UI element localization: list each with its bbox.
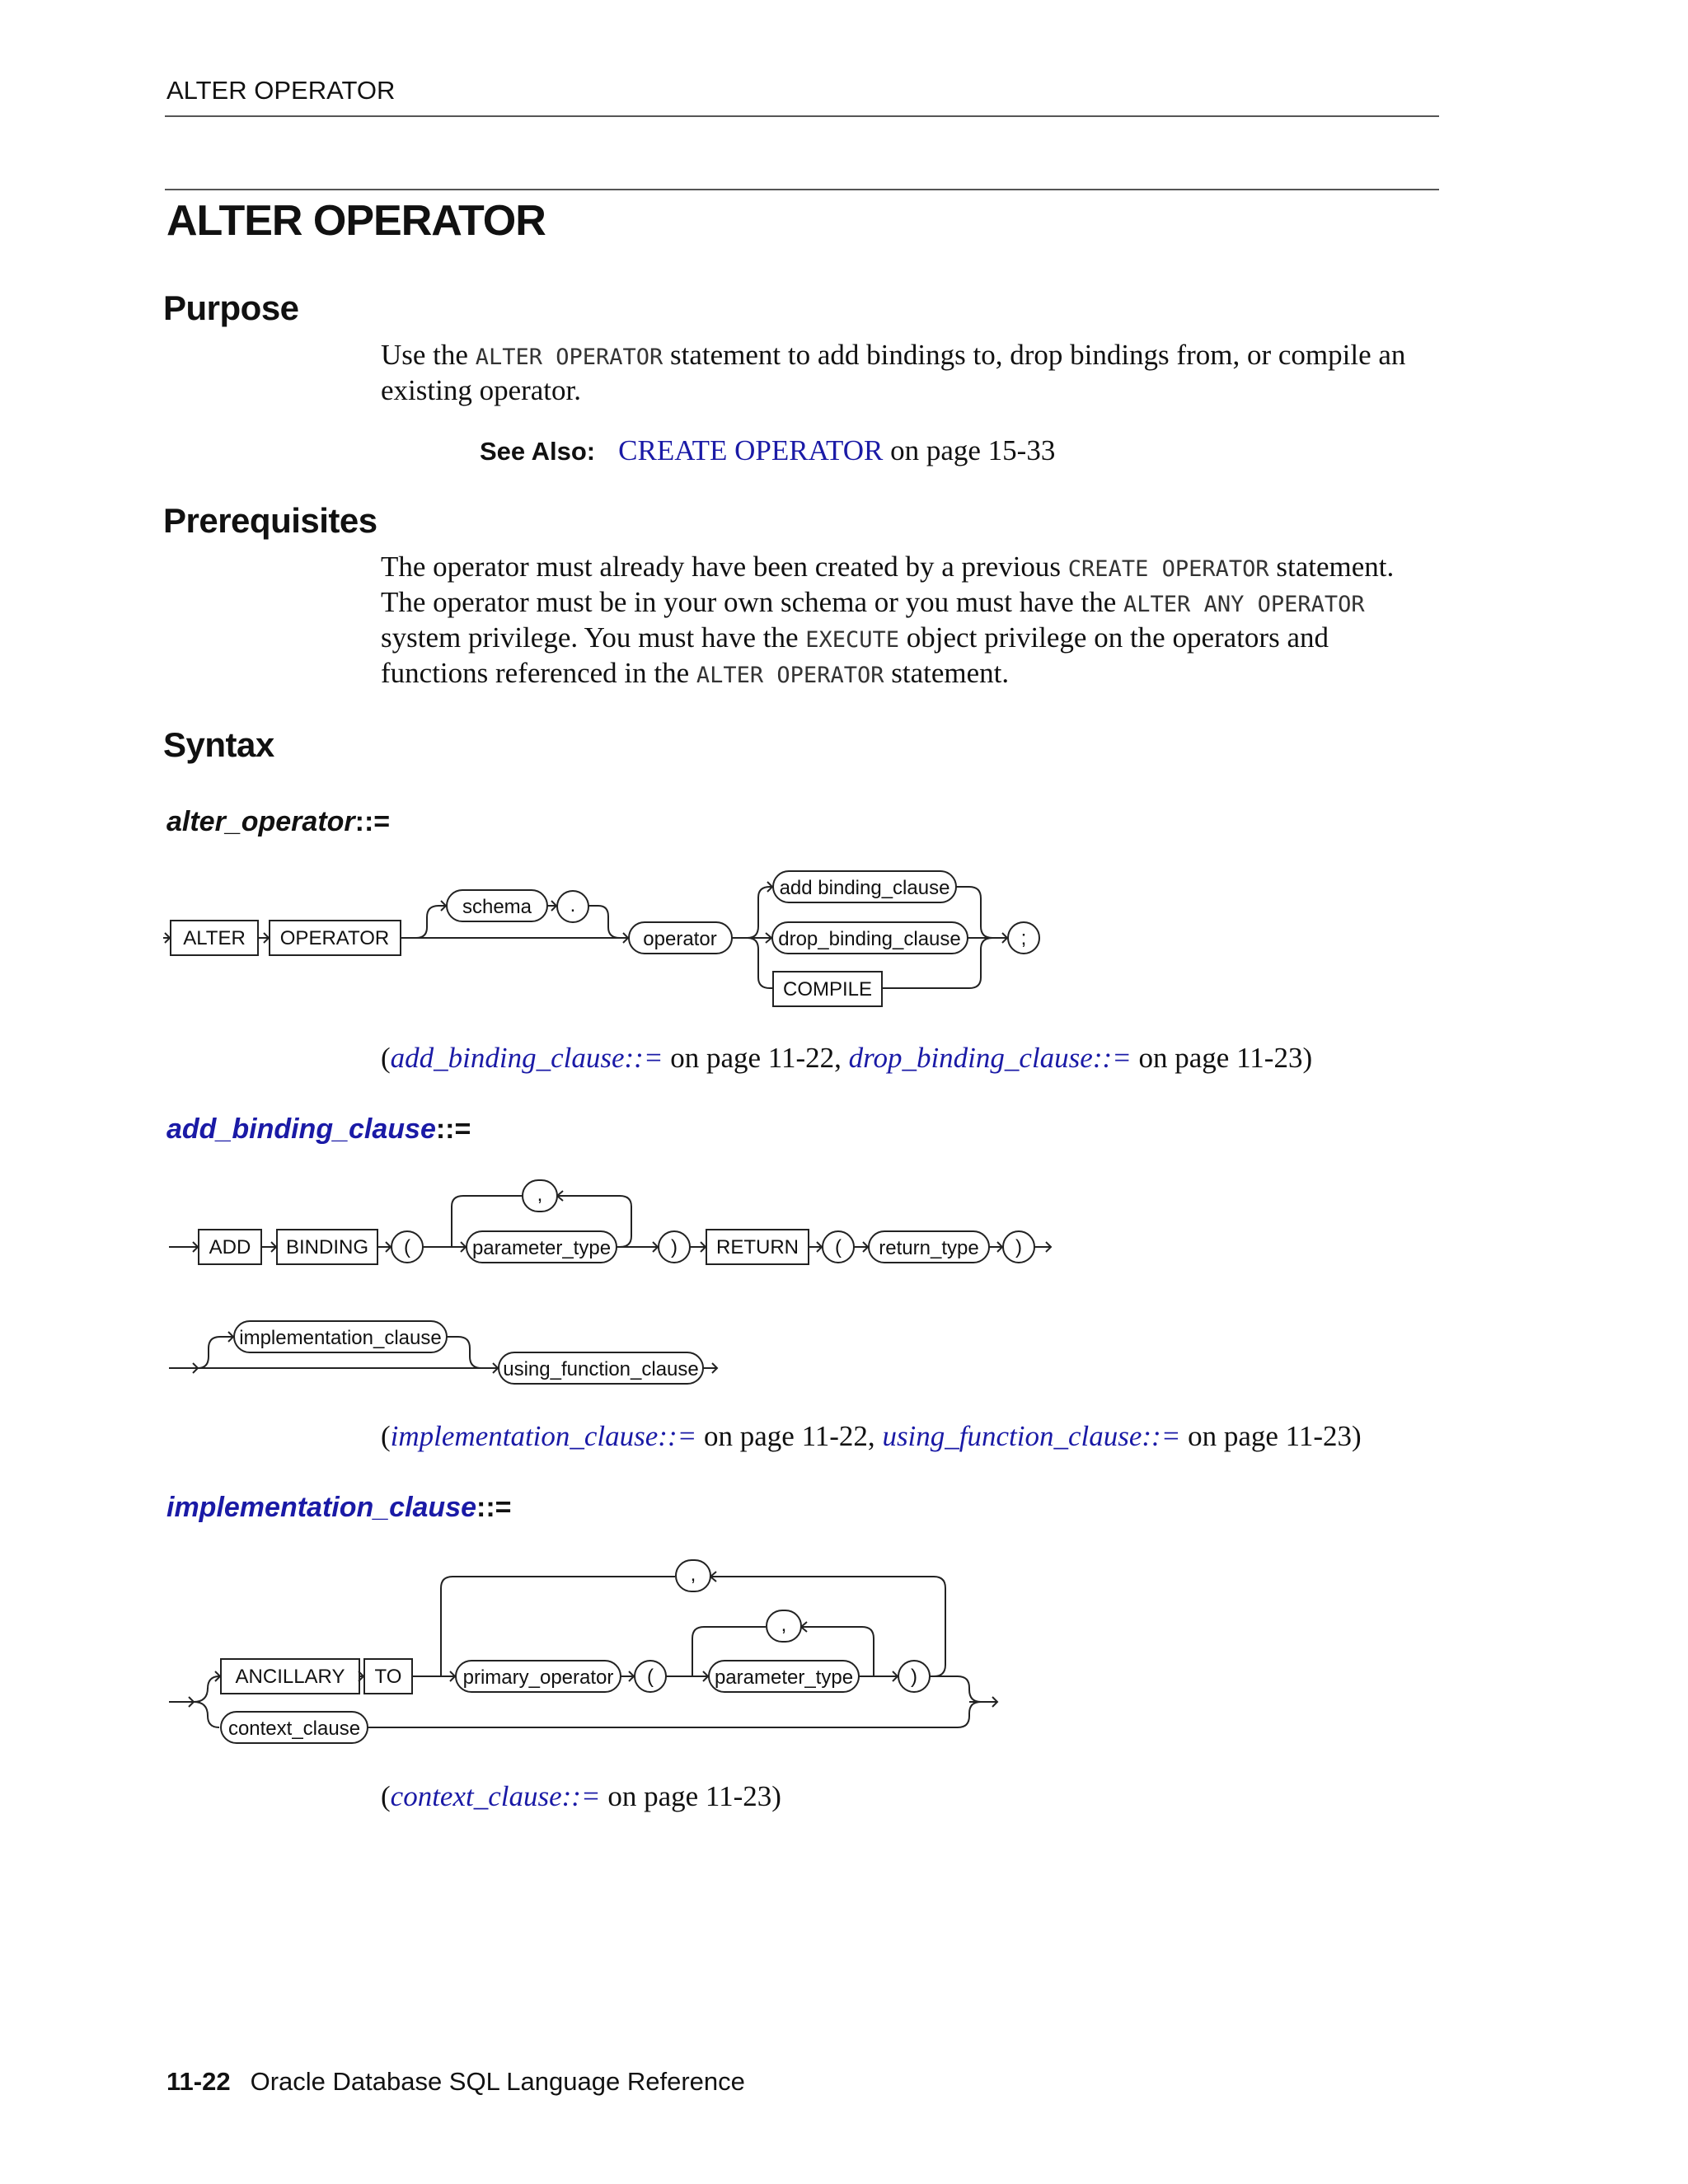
- alter-operator-xref: [381, 1042, 1312, 1075]
- text-run: system privilege. You must have the: [381, 621, 806, 654]
- rparen2-label: ): [1015, 1236, 1022, 1258]
- page-number: 11-22: [166, 2067, 231, 2096]
- running-header: ALTER OPERATOR: [166, 76, 396, 105]
- add-keyword: ADD: [209, 1236, 251, 1258]
- dot-label: .: [570, 894, 576, 916]
- production-name: implementation_clause: [166, 1492, 477, 1523]
- title-rule: [165, 189, 1439, 190]
- using-function-clause-label: using_function_clause: [503, 1358, 699, 1380]
- purpose-heading: Purpose: [163, 288, 299, 327]
- production-name: alter_operator: [166, 806, 355, 837]
- lparen-label: (: [404, 1236, 410, 1258]
- book-title: Oracle Database SQL Language Reference: [250, 2067, 745, 2096]
- operator-label: operator: [643, 928, 717, 950]
- return-keyword: RETURN: [716, 1236, 799, 1258]
- comma-label: ,: [537, 1183, 543, 1206]
- xref-page: on page 11-23): [1180, 1420, 1362, 1452]
- compile-keyword: COMPILE: [782, 978, 873, 1001]
- production-suffix: ::=: [354, 806, 391, 837]
- binding-keyword: BINDING: [285, 1236, 369, 1258]
- xref-page: on page 11-23): [1131, 1042, 1313, 1074]
- lparen2-label: (: [835, 1236, 842, 1258]
- implementation-clause-link[interactable]: implementation_clause::=: [390, 1420, 697, 1452]
- semicolon-label: ;: [1020, 927, 1027, 949]
- alter-keyword: ALTER: [183, 927, 246, 949]
- see-also-label: See Also:: [480, 437, 596, 466]
- production-suffix: ::=: [476, 1492, 512, 1523]
- alter-operator-production: [166, 806, 390, 838]
- text-run: The operator must already have been created by a previous: [381, 551, 1068, 583]
- to-keyword: TO: [374, 1666, 402, 1688]
- context-clause-link[interactable]: context_clause::=: [390, 1780, 601, 1812]
- prerequisites-heading: Prerequisites: [163, 501, 377, 540]
- text-run: statement to add bindings to, drop bindings from, or compile an existing operator.: [381, 339, 1406, 406]
- code-alter-any-operator: ALTER ANY OPERATOR: [1123, 592, 1365, 617]
- code-create-operator: CREATE OPERATOR: [1067, 556, 1269, 582]
- code-alter-operator: ALTER OPERATOR: [696, 663, 884, 688]
- production-suffix: ::=: [435, 1113, 471, 1145]
- comma-inner-label: ,: [781, 1614, 787, 1636]
- drop-binding-clause-link[interactable]: drop_binding_clause::=: [848, 1042, 1132, 1074]
- implementation-clause-xref: [381, 1780, 781, 1813]
- syntax-heading: Syntax: [163, 725, 274, 764]
- operator-keyword: OPERATOR: [279, 927, 390, 949]
- xref-page: on page 11-23): [600, 1780, 781, 1812]
- xref-paren: (: [381, 1420, 391, 1452]
- implementation-clause-label: implementation_clause: [239, 1327, 442, 1349]
- see-also-page: on page 15-33: [883, 434, 1056, 466]
- xref-page: on page 11-22,: [663, 1042, 849, 1074]
- schema-label: schema: [462, 896, 532, 918]
- code-alter-operator: ALTER OPERATOR: [475, 344, 663, 370]
- text-run: statement.: [884, 657, 1010, 689]
- text-run: object privilege on the operators and functions referenced in the: [381, 621, 1329, 689]
- add-binding-clause-label: add binding_clause: [779, 877, 950, 899]
- lparen-label: (: [647, 1666, 654, 1688]
- return-type-label: return_type: [879, 1237, 979, 1259]
- text-run: statement. The operator must be in your own schema or you must have the: [381, 551, 1395, 618]
- comma-outer-label: ,: [690, 1563, 696, 1586]
- page-footer: [166, 2067, 745, 2097]
- primary-operator-label: primary_operator: [462, 1666, 614, 1689]
- context-clause-label: context_clause: [227, 1718, 361, 1740]
- xref-paren: (: [381, 1042, 391, 1074]
- parameter-type-label: parameter_type: [471, 1237, 612, 1259]
- add-binding-clause-diagram: [0, 1170, 1688, 1401]
- implementation-clause-production: [166, 1492, 512, 1524]
- code-execute: EXECUTE: [805, 627, 900, 653]
- parameter-type-label: parameter_type: [714, 1666, 854, 1689]
- xref-paren: (: [381, 1780, 391, 1812]
- page-title: ALTER OPERATOR: [166, 197, 546, 245]
- create-operator-link[interactable]: CREATE OPERATOR: [618, 434, 884, 466]
- implementation-clause-diagram: [0, 1549, 1688, 1764]
- rparen-label: ): [911, 1666, 917, 1688]
- production-name: add_binding_clause: [166, 1113, 436, 1145]
- rparen-label: ): [671, 1236, 678, 1258]
- see-also-note: [480, 434, 1055, 467]
- header-rule: [165, 115, 1439, 117]
- add-binding-clause-production: [166, 1113, 471, 1146]
- drop-binding-clause-label: drop_binding_clause: [778, 928, 961, 950]
- using-function-clause-link[interactable]: using_function_clause::=: [882, 1420, 1181, 1452]
- text-run: Use the: [381, 339, 476, 371]
- add-binding-clause-xref: [381, 1420, 1362, 1453]
- add-binding-clause-link[interactable]: add_binding_clause::=: [390, 1042, 663, 1074]
- ancillary-keyword: ANCILLARY: [235, 1666, 345, 1688]
- xref-page: on page 11-22,: [696, 1420, 883, 1452]
- alter-operator-diagram: [0, 857, 1688, 1022]
- purpose-paragraph: [381, 339, 1440, 407]
- prerequisites-paragraph: [381, 551, 1440, 692]
